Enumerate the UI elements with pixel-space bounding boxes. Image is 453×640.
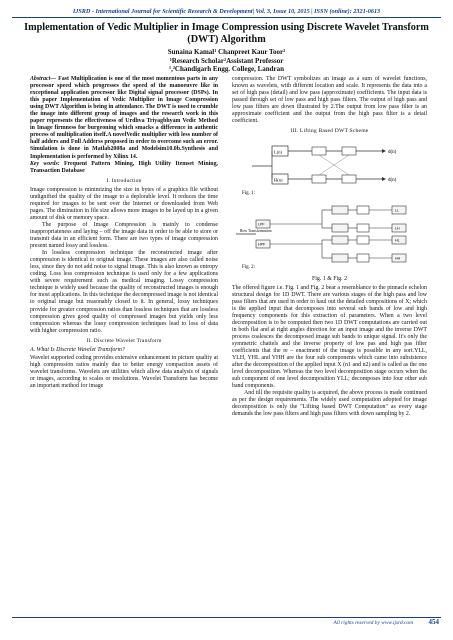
- section-heading-lifting: III. Lifting Based DWT Scheme: [290, 128, 369, 135]
- figure-1: [232, 138, 427, 199]
- abstract: [30, 76, 218, 161]
- paragraph: Wavelet supported coding provides extensive enhancement in picture quality at high compression ratios mainly due to better energy compaction assets of wavelet transforms. Wavelets are utilities which allow data analysis of signals or images, according to scales or resolutions. Wavelet Transform has become an important method for image: [30, 354, 218, 389]
- section-heading-dwt: II. Discrete Wavelet Transform: [86, 337, 162, 344]
- page-number: 454: [428, 618, 439, 626]
- figure-2-caption: Fig. 2:: [242, 265, 256, 271]
- paragraph: compression. The DWT symbolizes an image as a sum of wavelet functions, known as wavelets, with different location and scale. It represents the data into a set of high pass (detail) and low pass (approximate) coefficients. The input data is passed through set of low pass and high pass filters. The output of high pass and low pass filters are down illustrated by 2.The output from low pass filter is an approximate coefficient and the output from the high pass filter is a detail coefficient.: [232, 76, 427, 125]
- figure-1-diagram: [232, 138, 427, 196]
- keywords-label: Key words:: [30, 160, 60, 167]
- paragraph: The offered figure i.e. Fig. 1 and Fig. 2 bear a resemblance to the pinnacle echelon structural design for 1D DWT. There are various stages of the high pass and low pass filters that are used in order to haul out the detailed compositions of X; which is the applied input that decomposes into several sub bands of low and high frequency components for this extraction of parameters. When a two level decomposition is to be computed then two 1D DWT computations are carried out in both flat and at right angles direction for an input image and the inverse DWT process coalesces the decomposed image sub bands to unique signal. It's only the symmetric chattels and the inverse property of low pas and high pas filter coefficients that the re – enactment of the image is possible in any sort.YLL, YLH, YHL and YHH are the four sub components which came into subsistence after the decomposition of the applied input X (n1 and n2) and is called as the one level decomposition. Whereas the two level decomposition stage occurs when the sub component of one level decomposition YLL; decomposes into four other sub band components.: [232, 284, 427, 390]
- block-label-high: HPF: [258, 242, 266, 247]
- authors: Sunaina Kamal¹ Chanpreet Kaur Toor²: [167, 48, 286, 56]
- affiliation-institution: ¹,²Chandigarh Engg. College, Landran: [168, 65, 285, 74]
- journal-header: IJSRD - International Journal for Scientific Research & Development| Vol. 3, Issue 10, 2015 | ISSN (online): 2321-0613: [72, 8, 381, 15]
- author-block: [20, 48, 433, 74]
- block-label: LPF: [258, 222, 265, 227]
- subsection-heading: A. What Is Discrete Wavelet Transform?: [30, 346, 125, 353]
- paragraph: And till the requisite quality is acquired, the above process is made continued as per the design requirements. The widely used computation adopted for image decomposition is only the "Lifting based DWT Computation" as every stage demands the low pass filters and high pass filters with down sampling by 2.: [232, 390, 427, 418]
- section-heading-introduction: I. Introduction: [106, 177, 142, 184]
- figure-1-caption: Fig. 1:: [242, 191, 256, 197]
- hp-label: H(n): [274, 177, 283, 183]
- abstract-label: Abstract—: [30, 76, 57, 82]
- abstract-text: Fast Multiplication is one of the most momentous parts in any processor speed which progresses the speed of the manoeuvre like in exceptional application processor like Digital signal processor (DSPs). In this paper Implementation of Vedic Multiplier in Image Compression using DWT Algorithm is being in attendance. The DWT is used to crumble the image into different group of images and the research work in this paper represents the effectiveness of Urdhva Triyagbhyam Vedic Method in Image firmness for burgeoning which smacks a difference in authentic process of multiplication itself.A novelVedic multiplier with less number of half adders and Full Adderss proposed in order to overcome such an error. Simulation is done in Matlab2008a and Modelsim10.0b.Synthesis and Implementation is performed by Xilinx 14.: [30, 76, 218, 160]
- lp-label: L(n): [274, 149, 282, 155]
- header-rule: [12, 17, 441, 18]
- left-column: [30, 76, 218, 390]
- keywords: [30, 161, 218, 175]
- output-ll-label: LL: [395, 208, 399, 213]
- right-column: [232, 76, 427, 418]
- footer-text: All rights reserved by www.ijsrd.com: [333, 620, 413, 626]
- footer-rule: [12, 617, 441, 618]
- paragraph: The purpose of Image Compression is mainly to condense inappropriateness and laying – off the image data in order to be able to store or transmit data in an efficient form. There are two types of image compression present named lossy and lossless.: [30, 221, 218, 250]
- affiliation-role: ¹Research Scholar²Assistant Professor: [169, 56, 284, 65]
- paper-title: Implementation of Vedic Multiplier in Image Compression using Discrete Wavelet Transform (DWT) Algorithm: [24, 22, 429, 45]
- figure-2-diagram: [232, 202, 427, 270]
- keywords-text: Frequent Pattern Mining, High Utility Itemset Mining, Transaction Database: [30, 160, 218, 174]
- row-transform-label: Row Transformation: [240, 229, 272, 234]
- output-low-label: d(n): [388, 150, 397, 156]
- output-hl-label: HL: [395, 238, 400, 243]
- figures-caption: Fig. 1 & Fig. 2: [311, 276, 348, 283]
- output-hh-label: HH: [395, 256, 401, 261]
- output-high-label: d(n): [388, 178, 397, 184]
- output-lh-label: LH: [395, 226, 400, 231]
- paragraph: Image compression is minimizing the size in bytes of a graphics file without undignified the quality of the image to a deplorable level. It reduces the time required for images to be sent over the Internet or downloaded from Web pages. The diminution in file size allows more images to be layed up in a given amount of disk or memory space.: [30, 186, 218, 221]
- figure-2: [232, 202, 427, 273]
- paragraph: In lossless compression technique the reconstructed image after compression is identical to original image. These images are also called noise less, since they do not add noise to signal image. This is also known as entropy coding. Loss less compression technique is used only for a few applications with severe requirement such as medical imaging. Lossy compression technique is widely used because the quality of reconstructed images is enough for most applications. In this technique the decompressed image is not identical to original image but reasonably closed to it. In general, lossy techniques provide for greater compression ratios than lossless techniques that are lossless compression gives good quality of compressed images but yields only less compression whereas the lossy compression techniques lead to loss of data with higher compression ratio.: [30, 250, 218, 334]
